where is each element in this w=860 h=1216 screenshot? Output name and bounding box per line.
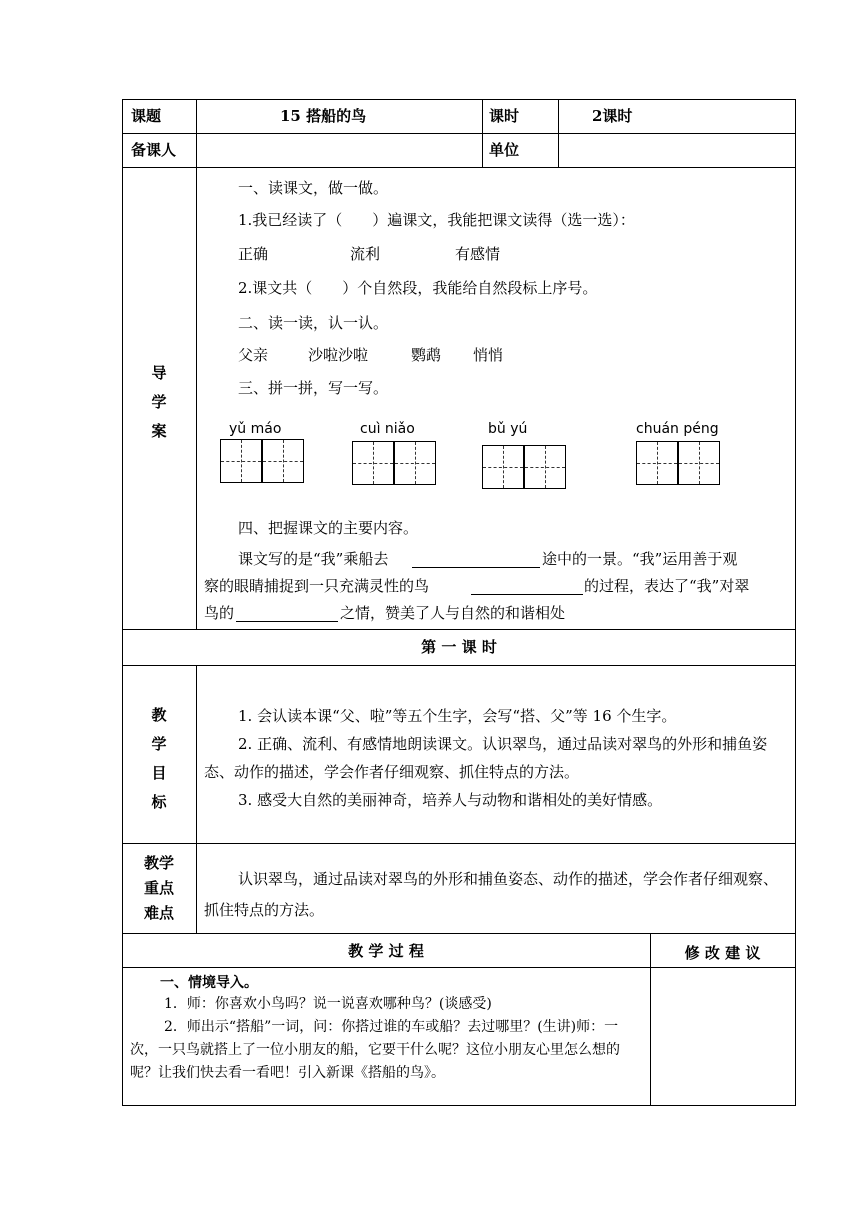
key-label-line: 重点 [143, 879, 174, 897]
guide-section3-title: 三、拼一拼，写一写。 [238, 379, 389, 397]
goals-label-char: 学 [151, 735, 167, 753]
summary-line1-b: 途中的一景。“我”运用善于观 [542, 550, 738, 568]
process-header: 教 学 过 程 [348, 942, 424, 960]
goals-label-char: 标 [151, 793, 167, 811]
summary-line3-a: 鸟的 [204, 604, 235, 622]
writing-grid[interactable] [482, 445, 524, 489]
process-step-2: 2．师出示“搭船”一词，问：你搭过谁的车或船？去过哪里？(生讲)师：一次，一只鸟就搭上了一位小朋友的船，它要干什么呢？这位小朋友心里怎么想的呢？让我们快去看一看吧！引入新课《搭船的鸟》。 [130, 1019, 620, 1081]
writing-grid[interactable] [220, 439, 262, 483]
summary-line2-a: 察的眼睛捕捉到一只充满灵性的鸟 [204, 577, 430, 595]
key-points-text: 认识翠鸟，通过品读对翠鸟的外形和捕鱼姿态、动作的描述，学会作者仔细观察、抓住特点的方法。 [204, 870, 779, 919]
key-points-label [122, 851, 196, 926]
process-section1-title: 一、情境导入。 [160, 975, 258, 991]
guide-question1: 1.我已经读了（ ）遍课文，我能把课文读得（选一选）： [238, 211, 635, 229]
option-fluent: 流利 [350, 245, 381, 263]
word-item: 父亲 [238, 346, 269, 364]
option-correct: 正确 [238, 245, 269, 263]
writing-grid[interactable] [636, 441, 678, 485]
topic-value: 15 搭船的鸟 [280, 107, 367, 125]
period-label: 课时 [489, 107, 520, 125]
answer-blank-process[interactable] [471, 576, 583, 595]
process-step-1: 1．师：你喜欢小鸟吗？说一说喜欢哪种鸟？(谈感受) [164, 996, 492, 1012]
answer-blank-destination[interactable] [412, 549, 540, 568]
writing-grid[interactable] [524, 445, 566, 489]
option-emotion: 有感情 [455, 245, 501, 263]
guide-question2: 2.课文共（ ）个自然段，我能给自然段标上序号。 [238, 279, 598, 297]
guide-section1-title: 一、读课文，做一做。 [238, 179, 389, 197]
period-value: 2课时 [592, 107, 633, 125]
goals-label [148, 701, 170, 817]
key-label-line: 教学 [143, 854, 174, 872]
word-item: 悄悄 [473, 346, 504, 364]
topic-label: 课题 [131, 107, 162, 125]
writing-grid[interactable] [352, 441, 394, 485]
writing-grid[interactable] [394, 441, 436, 485]
summary-line2-b: 的过程，表达了“我”对翠 [584, 577, 750, 595]
writing-grid[interactable] [678, 441, 720, 485]
pinyin-label: chuán péng [636, 421, 719, 437]
guide-label-char: 案 [151, 422, 167, 440]
key-label-line: 难点 [143, 904, 174, 922]
goals-label-char: 教 [151, 706, 167, 724]
preparer-label: 备课人 [131, 141, 177, 159]
summary-line3-b: 之情，赞美了人与自然的和谐相处 [340, 604, 566, 622]
answer-blank-feeling[interactable] [236, 603, 338, 622]
guide-section2-title: 二、读一读，认一认。 [238, 314, 389, 332]
word-item: 沙啦沙啦 [308, 346, 369, 364]
summary-line1-a: 课文写的是“我”乘船去 [238, 550, 389, 568]
writing-grid[interactable] [262, 439, 304, 483]
guide-label [148, 359, 170, 446]
goal-2: 2. 正确、流利、有感情地朗读课文。认识翠鸟，通过品读对翠鸟的外形和捕鱼姿态、动作的描述，学会作者仔细观察、抓住特点的方法。 [204, 735, 768, 781]
guide-section4-title: 四、把握课文的主要内容。 [238, 519, 419, 537]
suggestion-header: 修 改 建 议 [684, 944, 761, 962]
pinyin-label: yǔ máo [229, 421, 282, 437]
guide-label-char: 学 [151, 393, 167, 411]
pinyin-label: cuì niǎo [360, 421, 415, 437]
goal-1: 1. 会认读本课“父、啦”等五个生字，会写“搭、父”等 16 个生字。 [238, 707, 677, 725]
pinyin-label: bǔ yú [488, 421, 528, 437]
goals-label-char: 目 [151, 764, 167, 782]
guide-label-char: 导 [151, 364, 167, 382]
unit-label: 单位 [489, 141, 520, 159]
word-item: 鹦鹉 [411, 346, 442, 364]
lesson-title: 第 一 课 时 [421, 638, 497, 656]
goal-3: 3. 感受大自然的美丽神奇，培养人与动物和谐相处的美好情感。 [238, 791, 663, 809]
